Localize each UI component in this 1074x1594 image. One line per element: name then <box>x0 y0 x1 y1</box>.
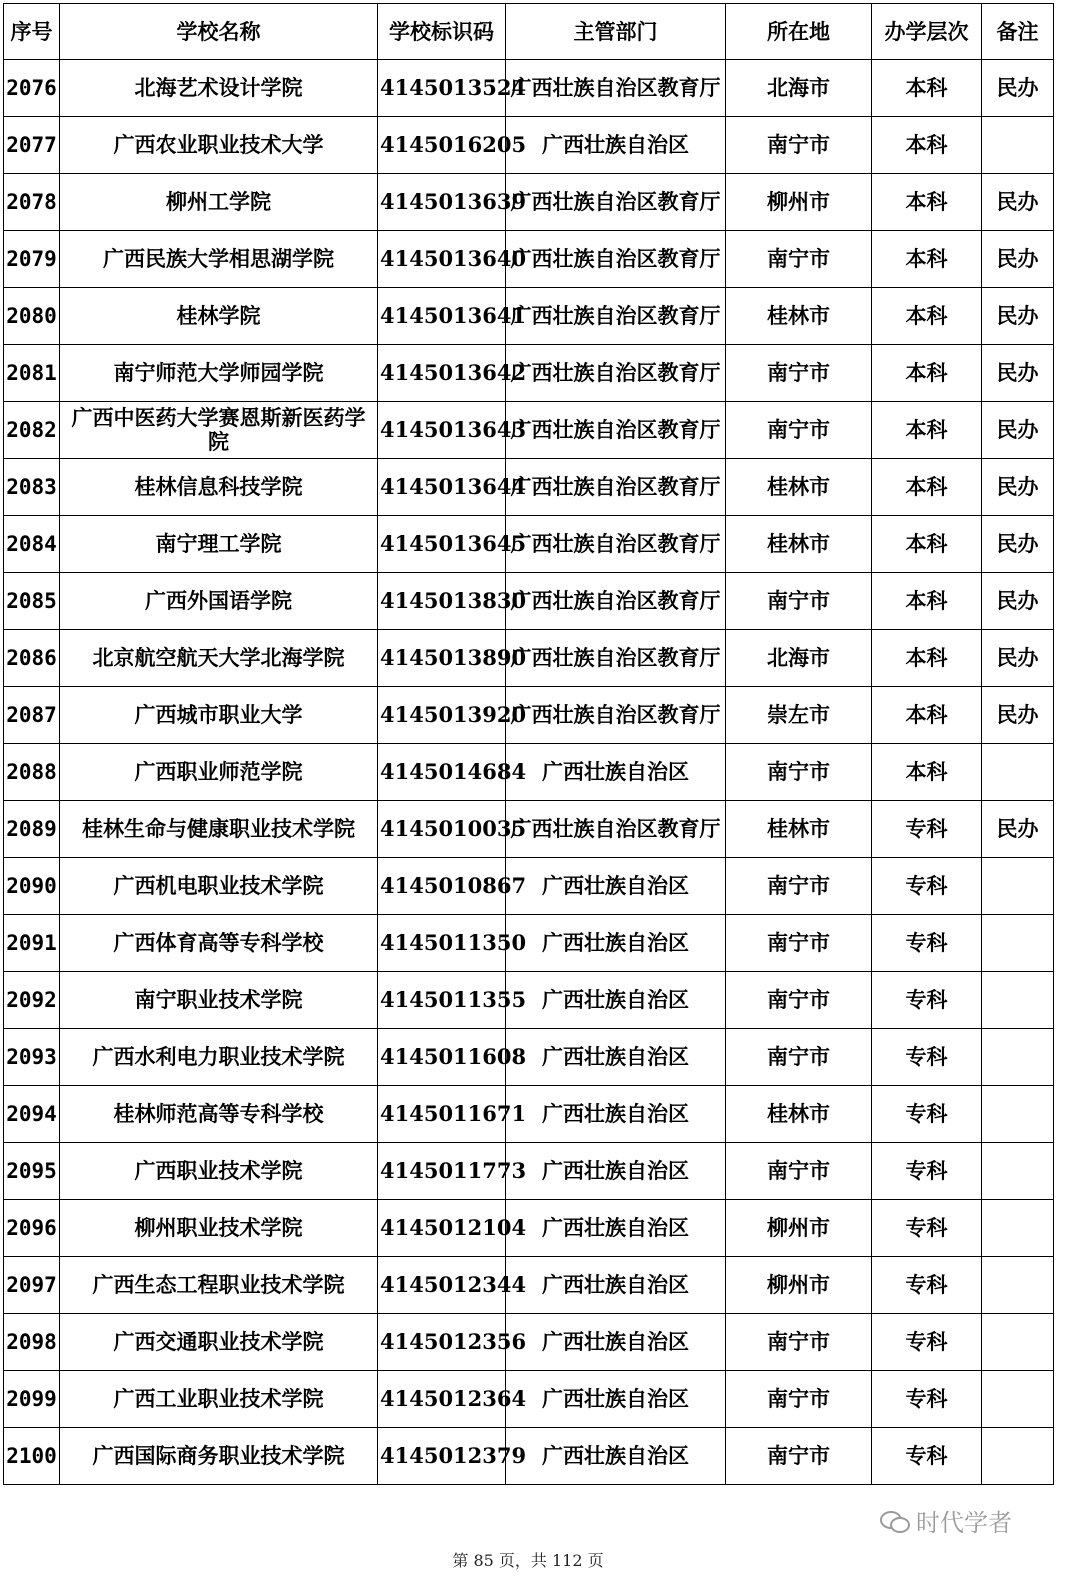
cell-level: 专科 <box>872 1200 982 1257</box>
cell-seq: 2090 <box>4 858 60 915</box>
cell-remark <box>982 1200 1054 1257</box>
cell-school-code: 4145010035 <box>378 801 506 858</box>
cell-remark: 民办 <box>982 60 1054 117</box>
cell-seq: 2077 <box>4 117 60 174</box>
cell-school-code: 4145014684 <box>378 744 506 801</box>
cell-school-code: 4145013830 <box>378 573 506 630</box>
cell-department: 广西壮族自治区 <box>506 1029 726 1086</box>
cell-level: 专科 <box>872 1086 982 1143</box>
cell-school-code: 4145013645 <box>378 516 506 573</box>
cell-level: 专科 <box>872 801 982 858</box>
cell-seq: 2096 <box>4 1200 60 1257</box>
cell-school-code: 4145012364 <box>378 1371 506 1428</box>
cell-department: 广西壮族自治区 <box>506 915 726 972</box>
cell-seq: 2093 <box>4 1029 60 1086</box>
cell-school-name: 南宁师范大学师园学院 <box>60 345 378 402</box>
table-row <box>4 801 1054 858</box>
cell-level: 本科 <box>872 630 982 687</box>
cell-remark: 民办 <box>982 288 1054 345</box>
cell-level: 本科 <box>872 744 982 801</box>
cell-level: 本科 <box>872 345 982 402</box>
cell-level: 本科 <box>872 174 982 231</box>
cell-school-name: 广西职业技术学院 <box>60 1143 378 1200</box>
cell-school-name: 桂林师范高等专科学校 <box>60 1086 378 1143</box>
cell-remark: 民办 <box>982 801 1054 858</box>
table-row <box>4 1029 1054 1086</box>
header-remark: 备注 <box>982 4 1054 60</box>
cell-remark <box>982 1371 1054 1428</box>
cell-school-code: 4145012356 <box>378 1314 506 1371</box>
cell-level: 本科 <box>872 288 982 345</box>
watermark-text: 时代学者 <box>916 1509 1012 1537</box>
table-row <box>4 1257 1054 1314</box>
cell-department: 广西壮族自治区教育厅 <box>506 60 726 117</box>
header-school-code: 学校标识码 <box>378 4 506 60</box>
cell-remark <box>982 858 1054 915</box>
cell-seq: 2078 <box>4 174 60 231</box>
cell-school-name: 北海艺术设计学院 <box>60 60 378 117</box>
cell-seq: 2082 <box>4 402 60 459</box>
cell-remark: 民办 <box>982 459 1054 516</box>
cell-department: 广西壮族自治区教育厅 <box>506 516 726 573</box>
cell-location: 南宁市 <box>726 573 872 630</box>
cell-department: 广西壮族自治区 <box>506 1086 726 1143</box>
table-row <box>4 1086 1054 1143</box>
table-row <box>4 345 1054 402</box>
table-row <box>4 858 1054 915</box>
table-row <box>4 402 1054 459</box>
cell-location: 南宁市 <box>726 345 872 402</box>
cell-level: 专科 <box>872 1143 982 1200</box>
cell-location: 桂林市 <box>726 1086 872 1143</box>
cell-seq: 2080 <box>4 288 60 345</box>
cell-location: 柳州市 <box>726 174 872 231</box>
cell-seq: 2086 <box>4 630 60 687</box>
cell-level: 专科 <box>872 1428 982 1485</box>
table-row <box>4 1428 1054 1485</box>
table-row <box>4 1371 1054 1428</box>
cell-school-name: 柳州职业技术学院 <box>60 1200 378 1257</box>
cell-school-code: 4145013643 <box>378 402 506 459</box>
cell-remark <box>982 972 1054 1029</box>
cell-school-name: 广西水利电力职业技术学院 <box>60 1029 378 1086</box>
page-footer: 第 85 页，共 112 页 <box>452 1551 604 1570</box>
cell-school-code: 4145011773 <box>378 1143 506 1200</box>
cell-remark <box>982 1428 1054 1485</box>
cell-school-name: 柳州工学院 <box>60 174 378 231</box>
cell-remark: 民办 <box>982 402 1054 459</box>
cell-seq: 2099 <box>4 1371 60 1428</box>
cell-school-name: 桂林信息科技学院 <box>60 459 378 516</box>
cell-location: 崇左市 <box>726 687 872 744</box>
cell-location: 南宁市 <box>726 744 872 801</box>
cell-seq: 2081 <box>4 345 60 402</box>
cell-department: 广西壮族自治区 <box>506 972 726 1029</box>
cell-location: 南宁市 <box>726 915 872 972</box>
cell-department: 广西壮族自治区 <box>506 858 726 915</box>
cell-remark <box>982 117 1054 174</box>
cell-school-code: 4145010867 <box>378 858 506 915</box>
cell-school-name: 广西生态工程职业技术学院 <box>60 1257 378 1314</box>
table-row <box>4 1314 1054 1371</box>
cell-department: 广西壮族自治区教育厅 <box>506 231 726 288</box>
cell-department: 广西壮族自治区教育厅 <box>506 630 726 687</box>
cell-school-code: 4145011671 <box>378 1086 506 1143</box>
school-list-table <box>3 3 1054 1485</box>
cell-school-code: 4145011608 <box>378 1029 506 1086</box>
cell-location: 南宁市 <box>726 117 872 174</box>
cell-school-code: 4145012104 <box>378 1200 506 1257</box>
cell-department: 广西壮族自治区 <box>506 1143 726 1200</box>
table-row <box>4 1200 1054 1257</box>
cell-department: 广西壮族自治区教育厅 <box>506 801 726 858</box>
cell-school-code: 4145013639 <box>378 174 506 231</box>
cell-school-code: 4145013642 <box>378 345 506 402</box>
cell-school-name: 广西体育高等专科学校 <box>60 915 378 972</box>
table-row <box>4 573 1054 630</box>
cell-department: 广西壮族自治区教育厅 <box>506 687 726 744</box>
cell-remark: 民办 <box>982 630 1054 687</box>
watermark <box>880 1503 1012 1538</box>
cell-department: 广西壮族自治区 <box>506 1371 726 1428</box>
cell-seq: 2098 <box>4 1314 60 1371</box>
cell-seq: 2085 <box>4 573 60 630</box>
cell-location: 北海市 <box>726 60 872 117</box>
cell-location: 柳州市 <box>726 1200 872 1257</box>
table-row <box>4 459 1054 516</box>
cell-level: 专科 <box>872 915 982 972</box>
cell-location: 南宁市 <box>726 1428 872 1485</box>
cell-level: 本科 <box>872 459 982 516</box>
cell-level: 本科 <box>872 402 982 459</box>
cell-location: 南宁市 <box>726 1029 872 1086</box>
cell-school-code: 4145013920 <box>378 687 506 744</box>
cell-school-code: 4145013641 <box>378 288 506 345</box>
cell-school-code: 4145013524 <box>378 60 506 117</box>
cell-seq: 2087 <box>4 687 60 744</box>
cell-school-code: 4145013640 <box>378 231 506 288</box>
cell-department: 广西壮族自治区 <box>506 1314 726 1371</box>
cell-level: 本科 <box>872 231 982 288</box>
cell-school-name: 广西工业职业技术学院 <box>60 1371 378 1428</box>
cell-level: 本科 <box>872 117 982 174</box>
cell-school-name: 广西交通职业技术学院 <box>60 1314 378 1371</box>
cell-school-code: 4145016205 <box>378 117 506 174</box>
cell-location: 南宁市 <box>726 1143 872 1200</box>
cell-seq: 2076 <box>4 60 60 117</box>
cell-department: 广西壮族自治区 <box>506 1200 726 1257</box>
cell-department: 广西壮族自治区教育厅 <box>506 345 726 402</box>
cell-seq: 2089 <box>4 801 60 858</box>
table-row <box>4 288 1054 345</box>
table-row <box>4 1143 1054 1200</box>
cell-seq: 2094 <box>4 1086 60 1143</box>
header-department: 主管部门 <box>506 4 726 60</box>
cell-location: 南宁市 <box>726 972 872 1029</box>
cell-school-name: 广西中医药大学赛恩斯新医药学院 <box>60 402 378 459</box>
cell-department: 广西壮族自治区 <box>506 744 726 801</box>
cell-school-name: 广西职业师范学院 <box>60 744 378 801</box>
cell-school-name: 广西外国语学院 <box>60 573 378 630</box>
cell-department: 广西壮族自治区教育厅 <box>506 573 726 630</box>
cell-remark: 民办 <box>982 174 1054 231</box>
cell-remark <box>982 1143 1054 1200</box>
table-row <box>4 117 1054 174</box>
cell-school-name: 广西机电职业技术学院 <box>60 858 378 915</box>
cell-seq: 2084 <box>4 516 60 573</box>
cell-location: 南宁市 <box>726 1314 872 1371</box>
header-location: 所在地 <box>726 4 872 60</box>
cell-department: 广西壮族自治区 <box>506 1428 726 1485</box>
cell-school-code: 4145013644 <box>378 459 506 516</box>
cell-school-code: 4145012379 <box>378 1428 506 1485</box>
header-row <box>4 4 1054 60</box>
cell-seq: 2092 <box>4 972 60 1029</box>
table-row <box>4 972 1054 1029</box>
cell-school-code: 4145011355 <box>378 972 506 1029</box>
cell-department: 广西壮族自治区教育厅 <box>506 402 726 459</box>
cell-remark: 民办 <box>982 345 1054 402</box>
cell-location: 南宁市 <box>726 1371 872 1428</box>
cell-level: 本科 <box>872 573 982 630</box>
cell-school-name: 广西民族大学相思湖学院 <box>60 231 378 288</box>
cell-remark: 民办 <box>982 573 1054 630</box>
cell-level: 专科 <box>872 972 982 1029</box>
cell-level: 专科 <box>872 1371 982 1428</box>
cell-remark <box>982 1257 1054 1314</box>
cell-school-name: 桂林学院 <box>60 288 378 345</box>
cell-seq: 2088 <box>4 744 60 801</box>
cell-seq: 2091 <box>4 915 60 972</box>
cell-school-name: 南宁职业技术学院 <box>60 972 378 1029</box>
cell-school-code: 4145012344 <box>378 1257 506 1314</box>
cell-school-name: 广西城市职业大学 <box>60 687 378 744</box>
cell-department: 广西壮族自治区 <box>506 1257 726 1314</box>
cell-remark <box>982 1029 1054 1086</box>
cell-location: 桂林市 <box>726 288 872 345</box>
cell-school-name: 广西农业职业技术大学 <box>60 117 378 174</box>
cell-remark <box>982 1314 1054 1371</box>
cell-department: 广西壮族自治区教育厅 <box>506 174 726 231</box>
cell-remark <box>982 915 1054 972</box>
header-level: 办学层次 <box>872 4 982 60</box>
cell-school-name: 南宁理工学院 <box>60 516 378 573</box>
table-row <box>4 174 1054 231</box>
cell-remark <box>982 1086 1054 1143</box>
cell-school-name: 北京航空航天大学北海学院 <box>60 630 378 687</box>
cell-location: 桂林市 <box>726 459 872 516</box>
cell-level: 本科 <box>872 687 982 744</box>
table-row <box>4 687 1054 744</box>
cell-seq: 2079 <box>4 231 60 288</box>
cell-remark <box>982 744 1054 801</box>
cell-level: 本科 <box>872 516 982 573</box>
cell-seq: 2097 <box>4 1257 60 1314</box>
cell-school-code: 4145011350 <box>378 915 506 972</box>
cell-location: 桂林市 <box>726 801 872 858</box>
cell-remark: 民办 <box>982 516 1054 573</box>
cell-location: 南宁市 <box>726 402 872 459</box>
cell-level: 专科 <box>872 1029 982 1086</box>
cell-level: 专科 <box>872 858 982 915</box>
cell-seq: 2083 <box>4 459 60 516</box>
cell-seq: 2100 <box>4 1428 60 1485</box>
cell-location: 柳州市 <box>726 1257 872 1314</box>
cell-location: 桂林市 <box>726 516 872 573</box>
cell-location: 南宁市 <box>726 231 872 288</box>
wechat-icon <box>880 1509 910 1533</box>
cell-department: 广西壮族自治区教育厅 <box>506 288 726 345</box>
table-row <box>4 516 1054 573</box>
cell-level: 专科 <box>872 1257 982 1314</box>
cell-school-name: 桂林生命与健康职业技术学院 <box>60 801 378 858</box>
cell-remark: 民办 <box>982 687 1054 744</box>
header-school-name: 学校名称 <box>60 4 378 60</box>
cell-school-name: 广西国际商务职业技术学院 <box>60 1428 378 1485</box>
cell-remark: 民办 <box>982 231 1054 288</box>
cell-school-code: 4145013890 <box>378 630 506 687</box>
table-row <box>4 630 1054 687</box>
cell-level: 专科 <box>872 1314 982 1371</box>
cell-location: 南宁市 <box>726 858 872 915</box>
header-seq: 序号 <box>4 4 60 60</box>
table-row <box>4 744 1054 801</box>
cell-level: 本科 <box>872 60 982 117</box>
table-row <box>4 60 1054 117</box>
cell-department: 广西壮族自治区 <box>506 117 726 174</box>
cell-department: 广西壮族自治区教育厅 <box>506 459 726 516</box>
cell-location: 北海市 <box>726 630 872 687</box>
cell-seq: 2095 <box>4 1143 60 1200</box>
table-row <box>4 231 1054 288</box>
table-row <box>4 915 1054 972</box>
